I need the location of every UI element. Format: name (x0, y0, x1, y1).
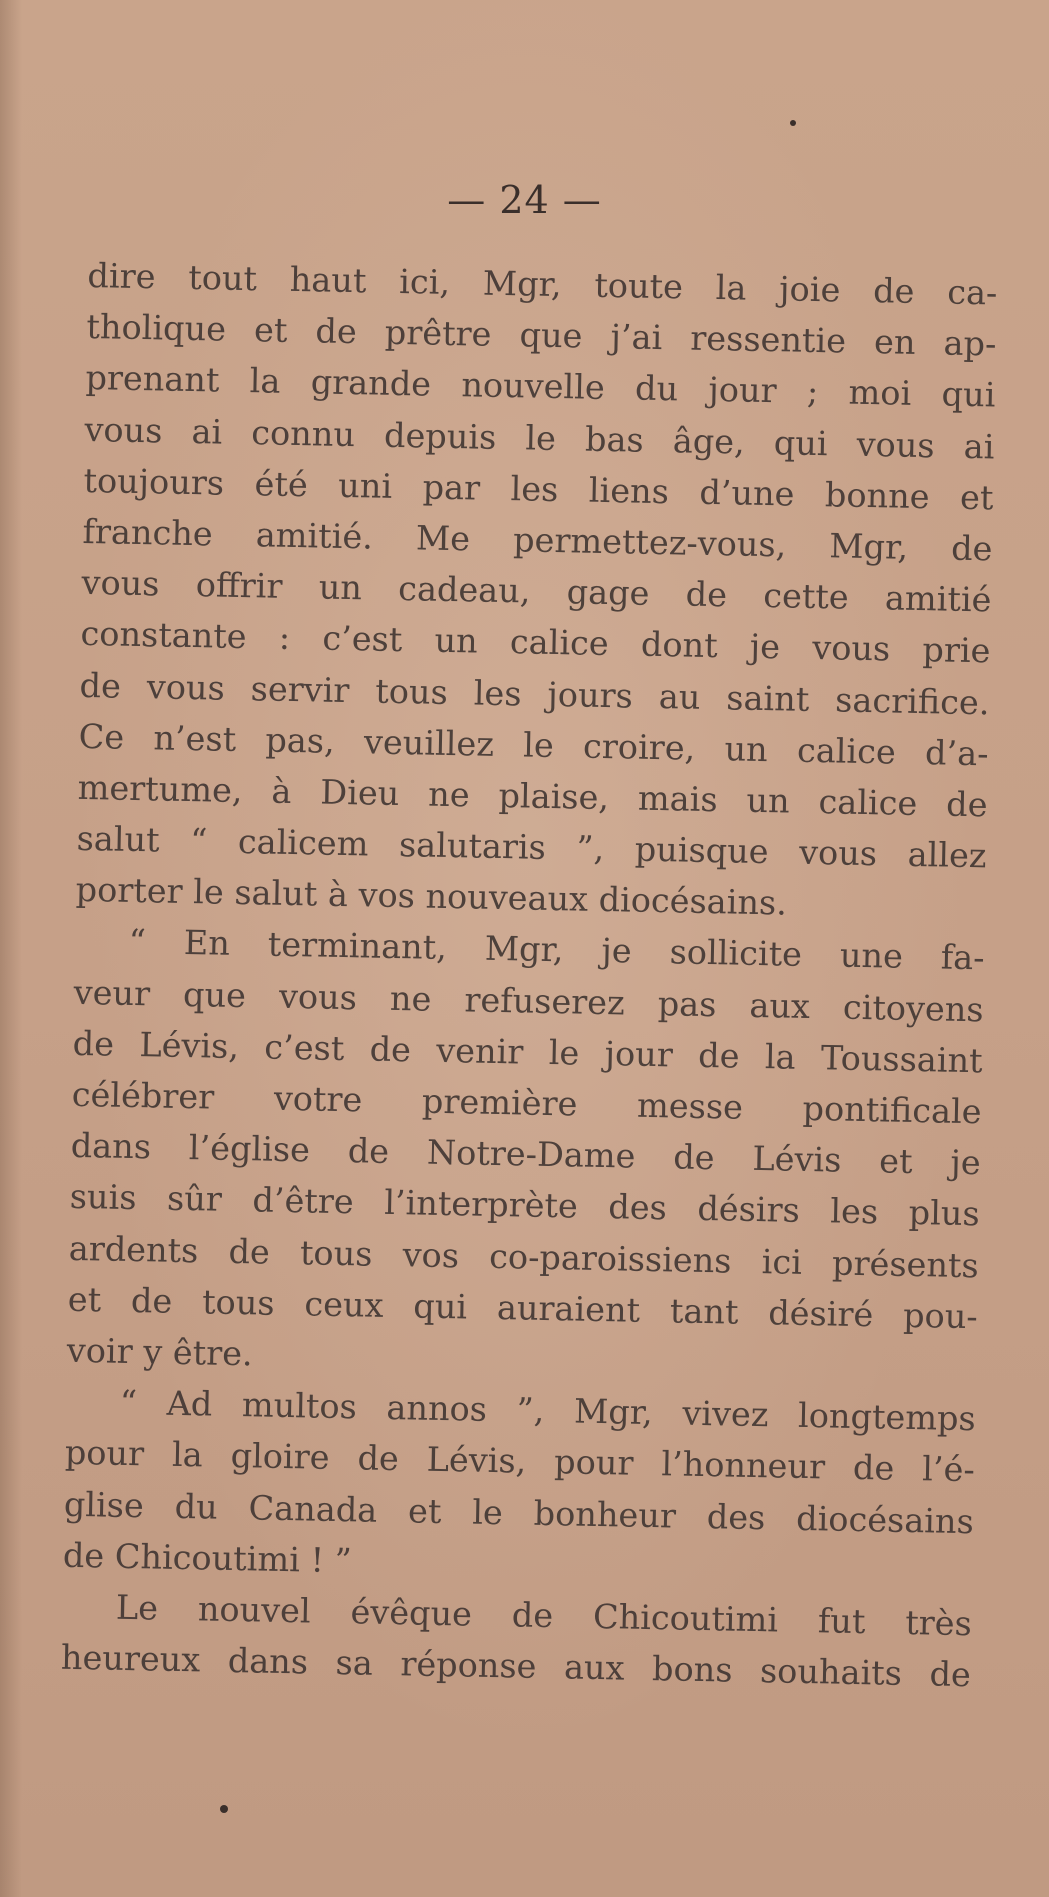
text-line: célébrer votre première messe pontificale (71, 1074, 982, 1132)
text-line: veur que vous ne refuserez pas aux citoyens (73, 972, 984, 1029)
text-line: pour la gloire de Lévis, pour l’honneur de l’é- (64, 1433, 976, 1490)
page-edge-shadow (0, 0, 22, 1897)
text-line: tholique et de prêtre que j’ai ressentie en ap- (86, 307, 997, 364)
text-line: Le nouvel évêque de Chicoutimi fut très (115, 1587, 973, 1644)
text-line: et de tous ceux qui auraient tant désiré pou- (67, 1279, 979, 1337)
text-line: dire tout haut ici, Mgr, toute la joie de ca- (87, 255, 998, 313)
text-line: de Lévis, c’est de venir le jour de la Toussaint (72, 1023, 983, 1081)
text-line: vous offrir un cadeau, gage de cette amitié (81, 563, 992, 620)
text-line: dans l’église de Notre-Dame de Lévis et je (70, 1126, 982, 1183)
text-line: porter le salut à vos nouveaux diocésains. (75, 870, 788, 923)
text-line: ardents de tous vos co-paroissiens ici présents (68, 1228, 980, 1285)
ink-speck (220, 1805, 228, 1813)
text-line: vous ai connu depuis le bas âge, qui vous ai (84, 409, 995, 466)
text-line: salut “ calicem salutaris ”, puisque vous allez (76, 818, 987, 876)
text-line: de vous servir tous les jours au saint sacrifice. (79, 665, 990, 722)
text-line: toujours été uni par les liens d’une bonne et (83, 460, 994, 518)
text-line: mertume, à Dieu ne plaise, mais un calice de (77, 767, 988, 825)
text-line: “ Ad multos annos ”, Mgr, vivez longtemps (119, 1382, 977, 1439)
body-text (60, 250, 997, 1700)
text-line: prenant la grande nouvelle du jour ; moi qui (85, 358, 996, 415)
text-line: glise du Canada et le bonheur des diocésains (63, 1484, 975, 1541)
text-line: voir y être. (66, 1330, 254, 1374)
page-number: — 24 — (447, 178, 602, 222)
text-line: constante : c’est un calice dont je vous prie (80, 614, 991, 671)
text-line: Ce n’est pas, veuillez le croire, un calice d’a- (78, 716, 989, 774)
text-line: franche amitié. Me permettez-vous, Mgr, de (82, 511, 993, 569)
text-line: de Chicoutimi ! ” (62, 1535, 353, 1580)
text-line: “ En terminant, Mgr, je sollicite une fa- (128, 922, 985, 978)
text-line: heureux dans sa réponse aux bons souhaits de (60, 1637, 972, 1695)
ink-speck (790, 120, 796, 126)
text-line: suis sûr d’être l’interprète des désirs les plus (69, 1177, 981, 1234)
